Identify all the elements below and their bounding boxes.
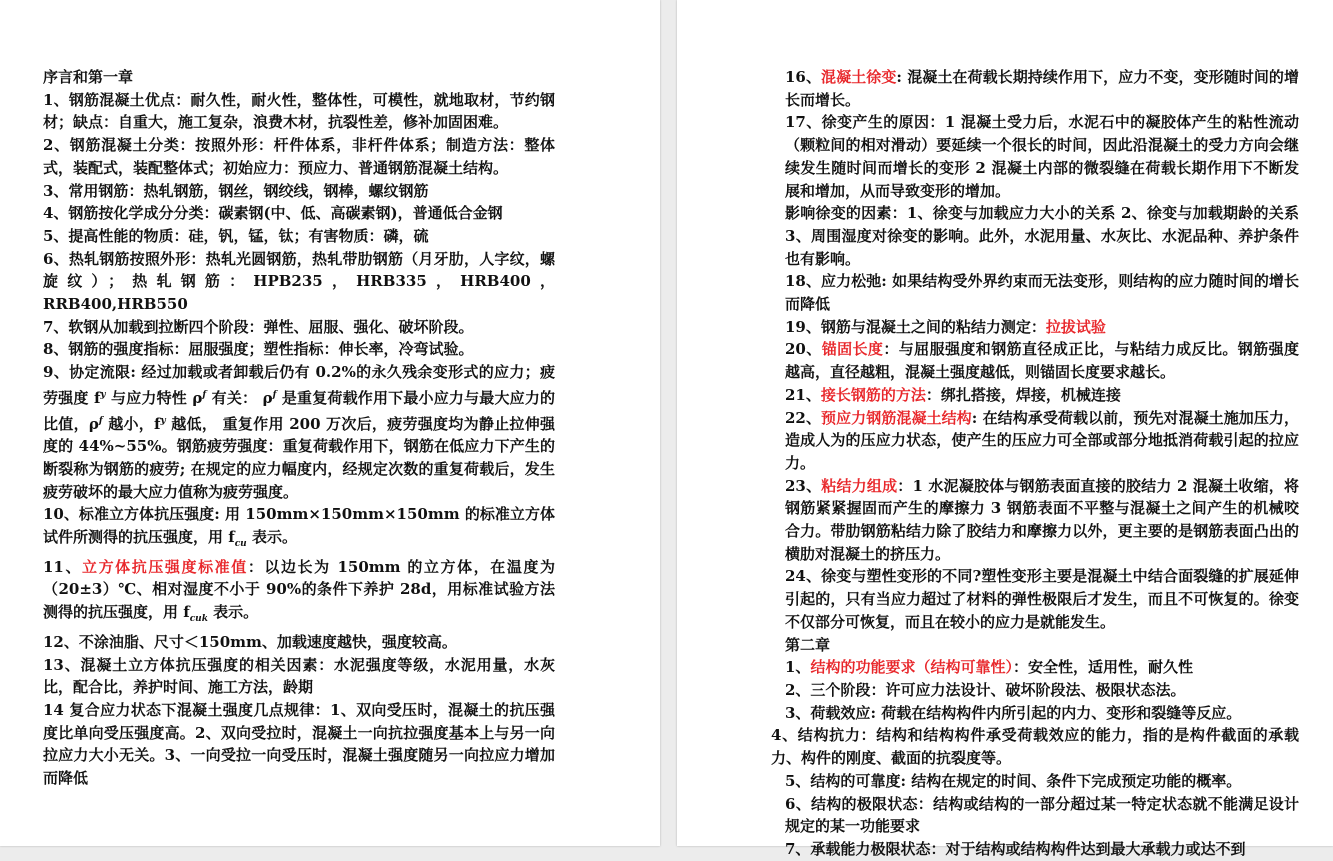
highlighted-term: 接长钢筋的方法 <box>820 385 926 404</box>
text-segment: f <box>272 389 277 400</box>
text-segment: 22、 <box>785 408 822 427</box>
text-segment: 14 复合应力状态下混凝土强度几点规律：1、双向受压时，混凝土的抗压强度比单向受压强度高。2、双向受拉时，混凝土一向抗拉强度基本上与另一向拉应力大小无关。3、一向受拉一向受压时，混凝土强度随另一向拉应力增加而降低 <box>43 700 555 788</box>
highlighted-term: 立方体抗压强度标准值 <box>82 557 248 576</box>
paragraph <box>785 793 1299 838</box>
highlighted-term: 预应力钢筋混凝土结构 <box>821 408 972 427</box>
text-segment: 表示。 <box>207 603 259 622</box>
text-segment: 10、标准立方体抗压强度: 用 150mm×150mm×150mm 的标准立方体试件所测得的抗压强度，用 f <box>43 505 555 547</box>
paragraph <box>785 66 1299 111</box>
text-segment: 序言和第一章 <box>43 68 134 86</box>
paragraph <box>43 248 555 316</box>
text-segment: 越低， 重复作用 200 万次后，疲劳强度均为静止拉伸强度的 44%~55%。钢筋疲劳强度：重复荷载作用下，钢筋在低应力下产生的断裂称为钢筋的疲劳; 在规定的应力幅度内，经规定次数的重复荷载后，发生疲劳破坏的最大应力值称为疲劳强度。 <box>43 414 555 501</box>
text-segment: 有关： ρ <box>206 388 273 407</box>
text-segment: cuk <box>189 614 208 625</box>
text-segment: 4、结构抗力：结构和结构构件承受荷载效应的能力，指的是构件截面的承载力、构件的刚度、截面的抗裂度等。 <box>771 726 1299 768</box>
text-segment: 5、提高性能的物质：硅，钒，锰，钛；有害物质：磷，硫 <box>43 226 429 245</box>
text-segment: 影响徐变的因素：1、徐变与加载应力大小的关系 2、徐变与加载期龄的关系 3、周围湿度对徐变的影响。此外，水泥用量、水灰比、水泥品种、养护条件也有影响。 <box>785 204 1299 268</box>
text-segment: 9、协定流限: 经过加载或者卸载后仍有 0.2%的永久残余变形式的应力；疲劳强度 f <box>43 363 555 407</box>
text-segment: 7、软钢从加载到拉断四个阶段：弹性、屈服、强化、破坏阶段。 <box>43 317 474 336</box>
text-segment: y <box>100 389 106 400</box>
paragraph <box>785 634 1299 657</box>
text-segment: 20、 <box>785 340 822 359</box>
text-segment: 2、钢筋混凝土分类：按照外形：杆件体系，非杆件体系；制造方法：整体式，装配式，装配整体式；初始应力：预应力、普通钢筋混凝土结构。 <box>43 136 555 177</box>
text-segment: 1、钢筋混凝土优点：耐久性，耐火性，整体性，可模性，就地取材，节约钢材；缺点：自重大，施工复杂，浪费木材，抗裂性差，修补加固困难。 <box>43 90 555 132</box>
paragraph <box>43 180 555 203</box>
paragraph <box>785 838 1299 861</box>
paragraph <box>43 134 555 179</box>
paragraph <box>785 770 1299 793</box>
text-segment: 4、钢筋按化学成分分类：碳素钢(中、低、高碳素钢)，普通低合金钢 <box>43 204 503 223</box>
text-segment: y <box>160 415 166 426</box>
paragraph <box>785 407 1299 475</box>
text-segment: ：与屈服强度和钢筋直径成正比，与粘结力成反比。钢筋强度越高，直径越粗，混凝土强度越低，则锚固长度要求越长。 <box>785 340 1299 382</box>
text-segment: 1、 <box>785 658 811 677</box>
highlighted-term: 锚固长度 <box>821 340 884 359</box>
text-segment: 16、 <box>785 68 822 86</box>
text-segment: 表示。 <box>246 528 297 547</box>
text-segment: 13、混凝土立方体抗压强度的相关因素：水泥强度等级，水泥用量，水灰比，配合比，养护时间、施工方法，龄期 <box>43 655 555 697</box>
paragraph <box>785 202 1299 270</box>
text-segment: 6、结构的极限状态：结构或结构的一部分超过某一特定状态就不能满足设计规定的某一功能要求 <box>785 794 1299 836</box>
paragraph <box>785 111 1299 202</box>
paragraph <box>43 338 555 361</box>
paragraph <box>43 361 555 503</box>
highlighted-term: 结构的功能要求（结构可靠性） <box>810 658 1013 677</box>
text-segment: 18、应力松弛: 如果结构受外界约束而无法变形，则结构的应力随时间的增长而降低 <box>785 272 1299 314</box>
text-segment: 与应力特性 ρ <box>105 388 203 407</box>
paragraph <box>785 565 1299 633</box>
text-segment: 3、荷载效应: 荷载在结构构件内所引起的内力、变形和裂缝等反应。 <box>785 703 1242 722</box>
text-segment: 5、结构的可靠度: 结构在规定的时间、条件下完成预定功能的概率。 <box>785 771 1242 790</box>
text-segment: f <box>202 389 207 400</box>
paragraph <box>43 225 555 248</box>
text-segment: ：安全性，适用性，耐久性 <box>1012 658 1193 677</box>
text-segment: 2、三个阶段：许可应力法设计、破坏阶段法、极限状态法。 <box>785 680 1186 699</box>
paragraph <box>771 724 1299 769</box>
highlighted-term: 拉拔试验 <box>1045 317 1106 336</box>
paragraph <box>785 475 1299 566</box>
paragraph <box>785 316 1299 339</box>
text-segment: 第二章 <box>785 635 831 654</box>
paragraph <box>43 89 555 134</box>
text-segment: 6、热轧钢筋按照外形：热轧光圆钢筋，热轧带肋钢筋（月牙肋，人字纹，螺旋纹）；热轧钢筋：HPB235，HRB335，HRB400，RRB400,HRB550 <box>43 249 555 314</box>
text-segment: ：以边长为 150mm 的立方体，在温度为（20±3）℃、相对湿度不小于 90%的条件下养护 28d，用标准试验方法测得的抗压强度，用 f <box>43 557 555 622</box>
text-segment: 17、徐变产生的原因：1 混凝土受力后，水泥石中的凝胶体产生的粘性流动（颗粒间的相对滑动）要延续一个很长的时间，因此沿混凝土的受力方向会继续发生随时间而增长的变形 2 混凝土内部的微裂缝在荷载长期作用下不断发展和增加，从而导致变形的增加。 <box>785 113 1299 200</box>
text-segment: ：绑扎搭接，焊接，机械连接 <box>925 385 1121 404</box>
text-segment: 11、 <box>43 557 83 576</box>
text-segment: ：1 水泥凝胶体与钢筋表面直接的胶结力 2 混凝土收缩，将钢筋紧紧握固而产生的摩擦力 3 钢筋表面不平整与混凝土之间产生的机械咬合力。带肋钢筋粘结力除了胶结力和摩擦力以外，更主要的是钢筋表面凸出的横肋对混凝土的挤压力。 <box>785 476 1299 563</box>
highlighted-term: 混凝土徐变 <box>821 68 897 86</box>
text-segment: 21、 <box>785 385 821 404</box>
text-segment: : 混凝土在荷载长期持续作用下，应力不变，变形随时间的增长而增长。 <box>785 68 1299 109</box>
document-page-right <box>677 0 1333 858</box>
text-segment: 24、徐变与塑性变形的不同?塑性变形主要是混凝土中结合面裂缝的扩展延伸引起的，只有当应力超过了材料的弹性极限后才发生，而且不可恢复的。徐变不仅部分可恢复，而且在较小的应力是就能发生。 <box>785 567 1299 631</box>
paragraph <box>43 316 555 339</box>
text-segment: 7、承载能力极限状态：对于结构或结构构件达到最大承载力或达不到 <box>785 839 1246 858</box>
text-segment: 越小，f <box>102 414 161 433</box>
text-segment: cu <box>234 539 247 550</box>
text-segment: 23、 <box>785 476 822 495</box>
paragraph <box>785 384 1299 407</box>
text-column-left <box>43 66 555 790</box>
text-segment: : 在结构承受荷载以前，预先对混凝土施加压力，造成人为的压应力状态，使产生的压应力可全部或部分地抵消荷载引起的拉应力。 <box>785 408 1300 472</box>
text-segment: 8、钢筋的强度指标：屈服强度；塑性指标：伸长率，冷弯试验。 <box>43 340 474 359</box>
document-page-left <box>0 0 660 846</box>
text-column-right <box>771 66 1300 861</box>
text-segment: 3、常用钢筋：热轧钢筋，钢丝，钢绞线，钢棒，螺纹钢筋 <box>43 181 429 200</box>
paragraph <box>785 679 1299 702</box>
paragraph <box>43 699 555 790</box>
paragraph <box>43 654 555 699</box>
highlighted-term: 粘结力组成 <box>821 476 898 495</box>
paragraph <box>785 702 1299 725</box>
paragraph <box>43 631 555 654</box>
text-segment: f <box>98 415 103 426</box>
text-segment: 19、钢筋与混凝土之间的粘结力测定： <box>785 317 1046 336</box>
text-segment: 12、不涂油脂、尺寸＜150mm、加载速度越快，强度较高。 <box>43 632 457 651</box>
paragraph <box>43 202 555 225</box>
paragraph <box>43 503 555 555</box>
paragraph <box>43 556 555 631</box>
text-segment: 是重复荷载作用下最小应力与最大应力的比值，ρ <box>43 388 556 433</box>
paragraph <box>785 338 1299 383</box>
paragraph <box>785 270 1299 315</box>
paragraph <box>785 656 1299 679</box>
paragraph <box>43 66 555 89</box>
